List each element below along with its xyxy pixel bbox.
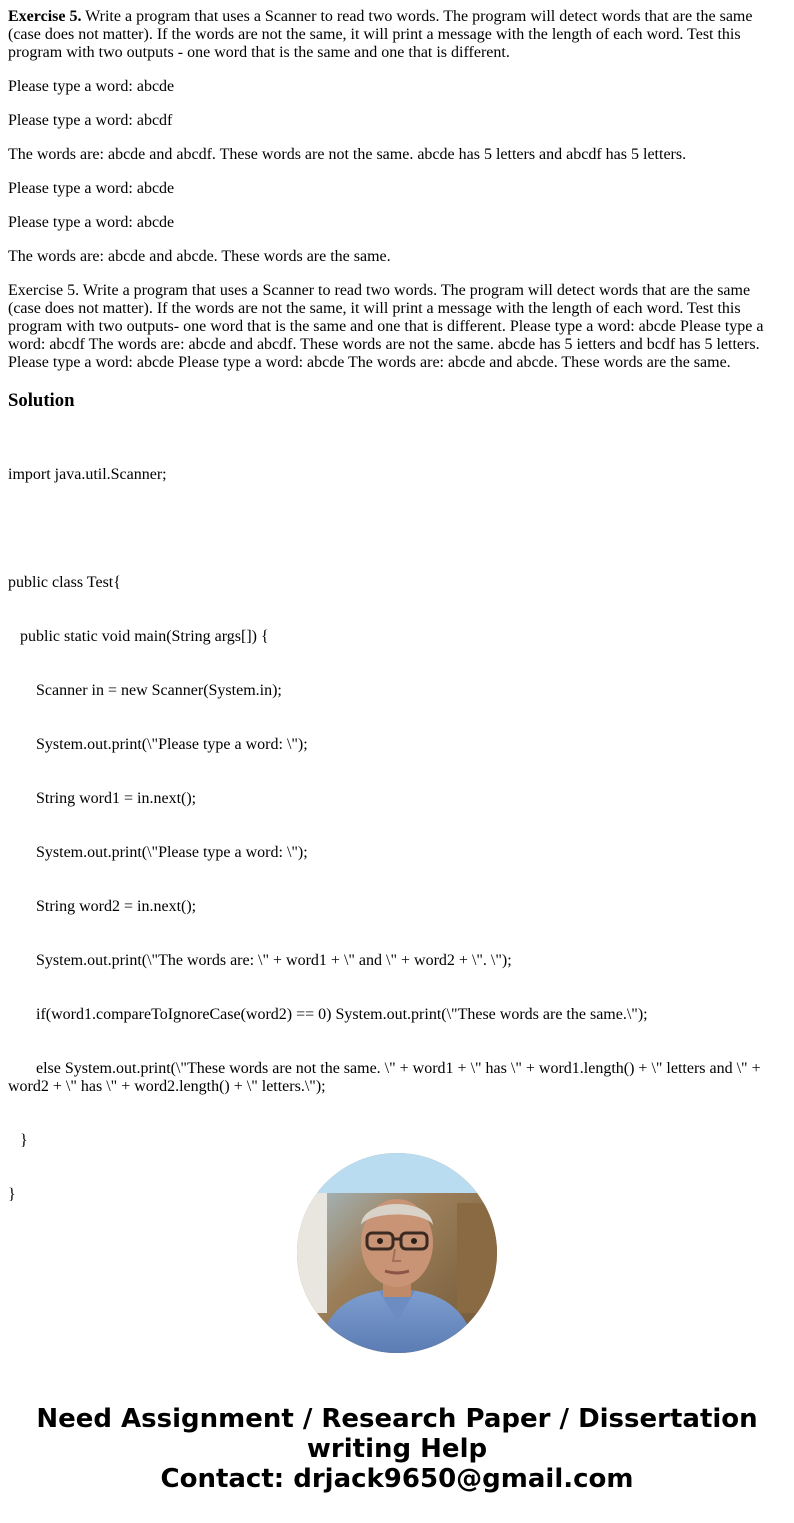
code-line: if(word1.compareToIgnoreCase(word2) == 0) System.out.print(\"These words are the same.\"); [8, 1006, 648, 1023]
sample-output-line: Please type a word: abcdf [8, 112, 173, 129]
code-line: } [8, 1186, 16, 1203]
sample-output-line: Please type a word: abcde [8, 78, 175, 95]
exercise-repeat-paragraph: Exercise 5. Write a program that uses a Scanner to read two words. The program will detect words that are the same (case does not matter). If the words are not the same, it will print a message with the length of each word. Test this program with two outputs- one word that is the same and one that is different. Please type a word: abcde Please type a word: abcdf The words are: abcde and abcdf. These words are not the same. abcde has 5 ietters and bcdf has 5 letters. Please type a word: abcde Please type a word: abcde The words are: abcde and abcde. These words are the same. [8, 282, 764, 371]
tutor-avatar [297, 1153, 497, 1353]
document-content [8, 8, 786, 1240]
code-line: import java.util.Scanner; [8, 466, 167, 483]
footer-banner [0, 1404, 794, 1494]
code-line: System.out.print(\"Please type a word: \"); [8, 844, 308, 861]
solution-code [8, 430, 786, 1240]
sample-output-line: The words are: abcde and abcdf. These words are not the same. abcde has 5 letters and abcdf has 5 letters. [8, 146, 687, 163]
tutor-photo-icon [297, 1153, 497, 1353]
sample-output-line: Please type a word: abcde [8, 180, 175, 197]
code-line: String word1 = in.next(); [8, 790, 197, 807]
code-line: } [8, 1132, 28, 1149]
exercise-text: Write a program that uses a Scanner to read two words. The program will detect words that are the same (case does not matter). If the words are not the same, it will print a message with the length of each word. Test this program with two outputs - one word that is the same and one that is different. [8, 8, 753, 61]
code-line: System.out.print(\"Please type a word: \"); [8, 736, 308, 753]
code-line: else System.out.print(\"These words are not the same. \" + word1 + \" has \" + word1.length() + \" letters and \" + word2 + \" has \" + word2.length() + \" letters.\"); [8, 1060, 765, 1095]
code-line: Scanner in = new Scanner(System.in); [8, 682, 282, 699]
sample-output-line: Please type a word: abcde [8, 214, 175, 231]
code-line: System.out.print(\"The words are: \" + word1 + \" and \" + word2 + \". \"); [8, 952, 512, 969]
code-line: String word2 = in.next(); [8, 898, 197, 915]
footer-line: writing Help [306, 1434, 488, 1464]
footer-contact: Contact: drjack9650@gmail.com [160, 1464, 634, 1494]
code-line: public class Test{ [8, 574, 121, 591]
solution-heading: Solution [8, 390, 75, 411]
exercise-intro [8, 8, 786, 62]
footer-line: Need Assignment / Research Paper / Dissertation [36, 1404, 758, 1434]
code-line [8, 520, 786, 538]
exercise-label: Exercise 5. [8, 8, 82, 25]
sample-output-line: The words are: abcde and abcde. These words are the same. [8, 248, 391, 265]
code-line: public static void main(String args[]) { [8, 628, 269, 645]
